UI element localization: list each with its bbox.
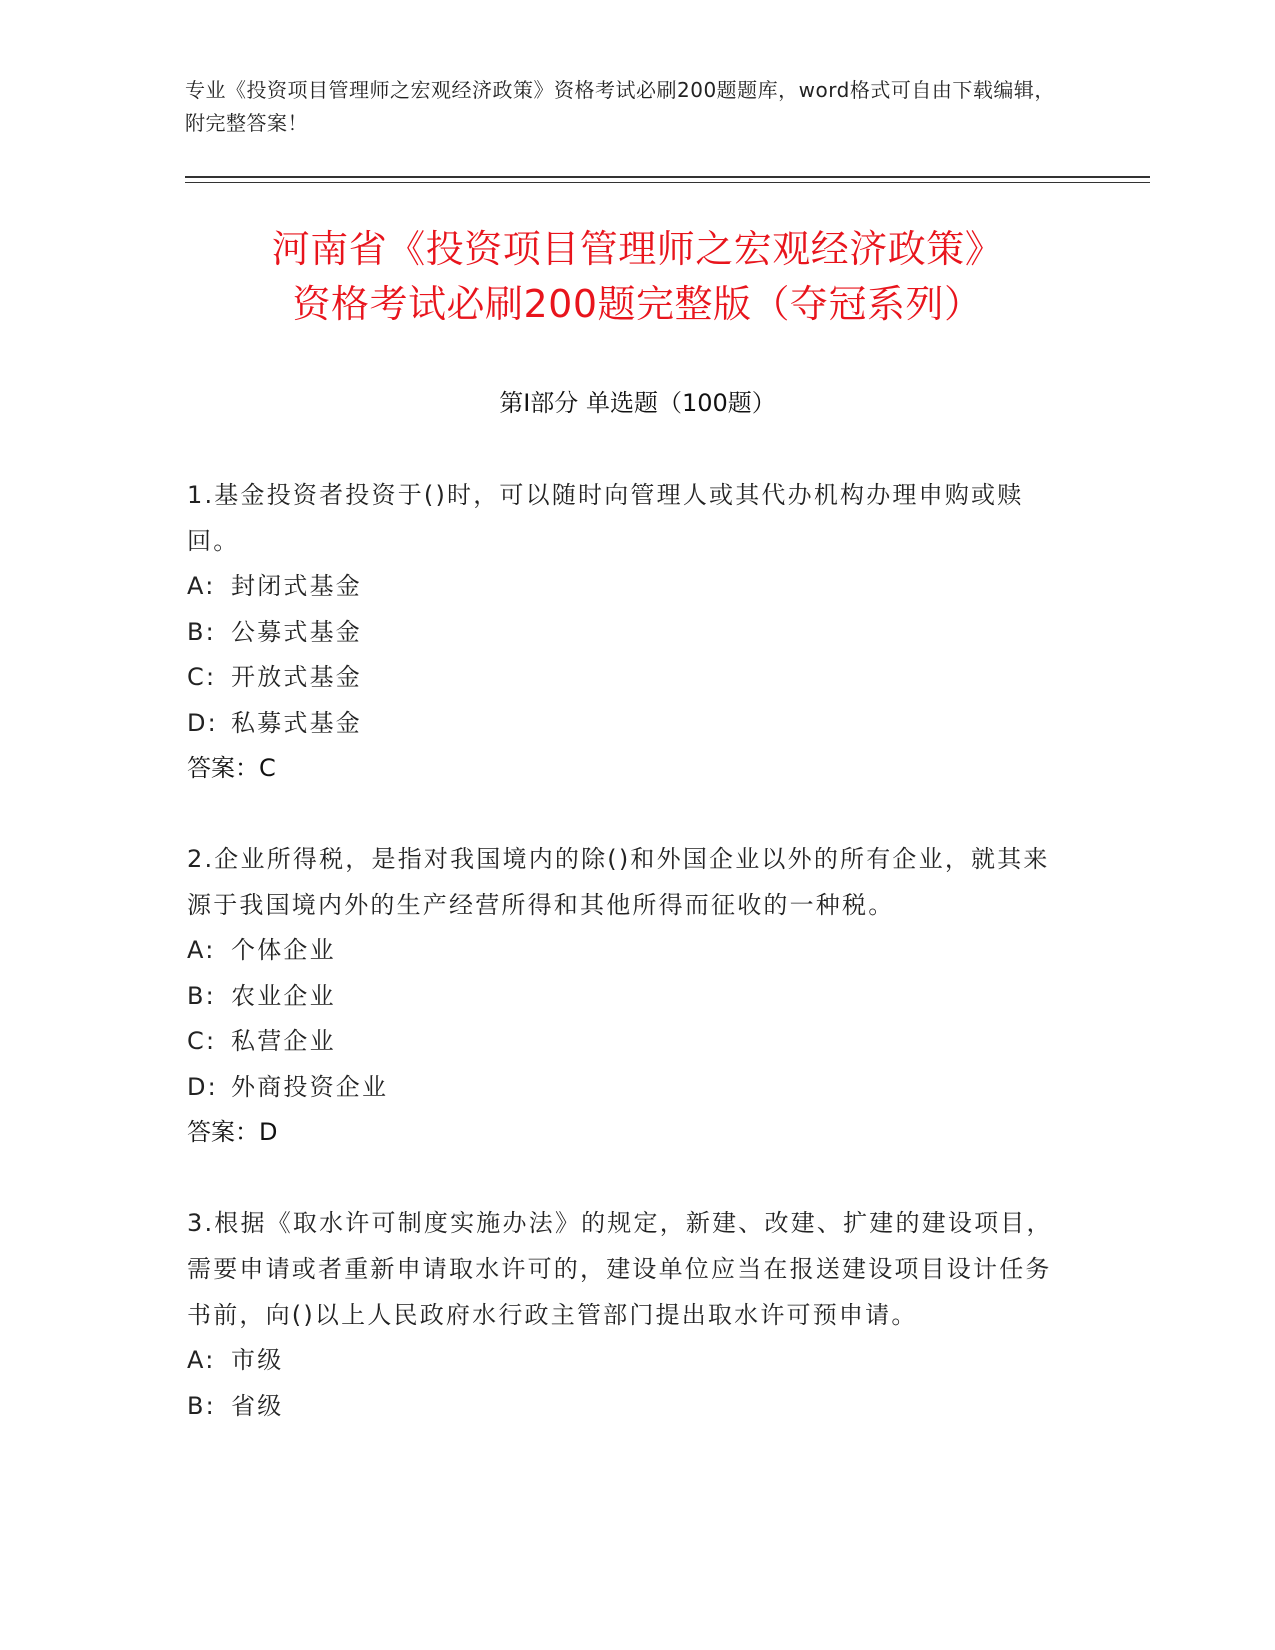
- option-text: 农业企业: [231, 981, 336, 1010]
- option-letter: B:: [187, 1391, 216, 1420]
- option-letter: D:: [187, 708, 218, 737]
- option-text: 市级: [231, 1346, 284, 1374]
- option-c: [187, 1019, 1067, 1065]
- option-text: 封闭式基金: [231, 572, 362, 600]
- answer: 答案：C: [187, 754, 276, 782]
- option-a: [187, 564, 1067, 610]
- option-d: [187, 701, 1067, 747]
- section-title: 第Ⅰ部分 单选题（100题）: [499, 389, 776, 417]
- question-2: [187, 836, 1067, 1156]
- option-c: [187, 655, 1067, 701]
- title-line-2: 资格考试必刷200题完整版（夺冠系列）: [292, 282, 983, 326]
- title-line-1: 河南省《投资项目管理师之宏观经济政策》: [271, 227, 1004, 271]
- option-text: 公募式基金: [231, 617, 362, 646]
- header-rule-thin: [185, 182, 1150, 183]
- option-text: 省级: [231, 1391, 284, 1420]
- option-a: [187, 928, 1067, 974]
- option-letter: C:: [187, 1027, 217, 1055]
- question-stem: 3.根据《取水许可制度实施办法》的规定，新建、改建、扩建的建设项目，需要申请或者重新申请取水许可的，建设单位应当在报送建设项目设计任务书前，向()以上人民政府水行政主管部门提出取水许可预申请。: [187, 1209, 1053, 1329]
- option-letter: B:: [187, 981, 216, 1010]
- option-letter: B:: [187, 617, 216, 646]
- option-text: 开放式基金: [231, 663, 362, 691]
- option-b: [187, 610, 1067, 656]
- header-note: 专业《投资项目管理师之宏观经济政策》资格考试必刷200题题库，word格式可自由下载编辑，附完整答案！: [185, 78, 1055, 135]
- option-d: [187, 1065, 1067, 1111]
- option-b: [187, 1384, 1067, 1430]
- option-letter: A:: [187, 1346, 216, 1374]
- option-letter: C:: [187, 663, 217, 691]
- header-rule-thick: [185, 176, 1150, 178]
- question-stem: 2.企业所得税，是指对我国境内的除()和外国企业以外的所有企业，就其来源于我国境内外的生产经营所得和其他所得而征收的一种税。: [187, 845, 1050, 919]
- question-3: [187, 1200, 1067, 1429]
- answer: 答案：D: [187, 1118, 278, 1146]
- question-1: [187, 472, 1067, 792]
- option-a: [187, 1338, 1067, 1384]
- option-text: 外商投资企业: [231, 1072, 389, 1101]
- option-b: [187, 974, 1067, 1020]
- option-text: 私募式基金: [231, 708, 362, 737]
- option-letter: A:: [187, 572, 216, 600]
- option-letter: D:: [187, 1072, 218, 1101]
- document-title: [150, 222, 1125, 332]
- question-stem: 1.基金投资者投资于()时，可以随时向管理人或其代办机构办理申购或赎回。: [187, 481, 1024, 555]
- option-text: 个体企业: [231, 936, 336, 964]
- option-text: 私营企业: [231, 1027, 336, 1055]
- option-letter: A:: [187, 936, 216, 964]
